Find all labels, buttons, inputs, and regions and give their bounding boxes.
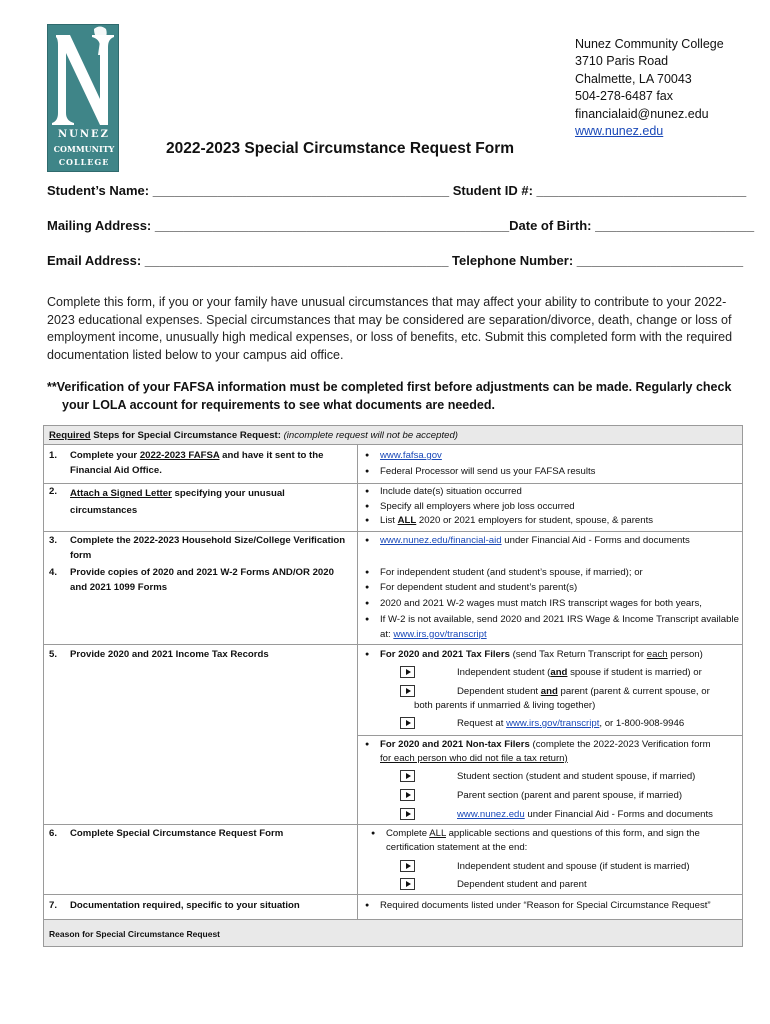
list-item: Dependent student and parent <box>457 879 587 890</box>
row-divider <box>44 824 742 825</box>
list-item: ● Complete ALL applicable sections and questions of this form, and sign the <box>374 827 746 842</box>
step-number: 4. <box>49 567 58 578</box>
form-title: 2022-2023 Special Circumstance Request Form <box>166 140 515 157</box>
verification-line1: **Verification of your FAFSA information must be completed first before adjustments can be made. Regularly check <box>47 380 732 394</box>
address-street: 3710 Paris Road <box>575 54 669 69</box>
intro-paragraph: Complete this form, if you or your family have unusual circumstances that may affect your ability to contribute to your 2022-2023 educational expenses. Special circumstances that may be considered are separation/divorce, death, change or loss of employment income, unusually high medical expenses, or loss of benefits, etc. Submit this completed form with the required documentation listed below to your campus aid office. <box>47 295 733 362</box>
step-2-text: Attach a Signed Letter specifying your unusual circumstances <box>70 488 285 516</box>
step-number: 1. <box>49 450 58 461</box>
address-name: Nunez Community College <box>575 37 724 51</box>
row-divider <box>44 644 742 645</box>
verification-notice <box>47 379 747 414</box>
n-letter-icon <box>48 25 120 135</box>
list-item-continued: certification statement at the end: <box>386 842 528 853</box>
list-item: ● Federal Processor will send us your FAFSA results <box>368 465 740 480</box>
column-divider <box>357 445 358 939</box>
list-item: ● For 2020 and 2021 Non-tax Filers (complete the 2022-2023 Verification form <box>368 738 740 753</box>
step-number: 3. <box>49 535 58 546</box>
steps-table <box>43 425 743 947</box>
website-link[interactable]: www.nunez.edu <box>575 124 664 139</box>
step-6-text: Complete Special Circumstance Request Form <box>70 828 284 839</box>
reason-section-header: Reason for Special Circumstance Request <box>44 919 742 946</box>
list-item: ● For 2020 and 2021 Tax Filers (send Tax Return Transcript for each person) <box>368 648 740 663</box>
irs-transcript-link[interactable]: www.irs.gov/transcript <box>393 628 487 640</box>
row-divider <box>44 483 742 484</box>
list-item: ● Required documents listed under “Reason for Special Circumstance Request” <box>368 899 740 914</box>
step-4-text: Provide copies of 2020 and 2021 W-2 Forms AND/OR 2020 and 2021 1099 Forms <box>70 567 334 593</box>
student-name-id-field[interactable]: Student’s Name: _________________________________________ Student ID #: _____________________________ <box>47 183 747 198</box>
arrow-right-icon <box>400 666 415 678</box>
required-label: Required <box>49 430 91 441</box>
fafsa-link[interactable]: ● www.fafsa.gov <box>380 450 442 461</box>
arrow-right-icon <box>400 717 415 729</box>
step-number: 7. <box>49 900 58 911</box>
step-number: 2. <box>49 486 58 497</box>
list-item: ● www.nunez.edu/financial-aid under Financial Aid - Forms and documents <box>368 534 740 549</box>
row-divider <box>44 531 742 532</box>
list-item: Parent section (parent and parent spouse, if married) <box>457 790 683 801</box>
nunez-website-link[interactable]: www.nunez.edu <box>457 809 525 820</box>
step-5-text: Provide 2020 and 2021 Income Tax Records <box>70 649 269 660</box>
fafsa-label: 2022-2023 FAFSA <box>139 450 220 461</box>
row-divider <box>358 735 742 736</box>
step-1-text: Complete your 2022-2023 FAFSA and have it sent to the Financial Aid Office. <box>70 450 324 476</box>
list-item: Dependent student and parent (parent & current spouse, or <box>457 686 710 697</box>
address-email: financialaid@nunez.edu <box>575 106 709 121</box>
arrow-right-icon <box>400 685 415 697</box>
list-item: ● Include date(s) situation occurred <box>368 485 740 500</box>
list-item: ● For independent student (and student’s spouse, if married); or <box>368 566 740 581</box>
arrow-right-icon <box>400 770 415 782</box>
list-item: ● If W-2 is not available, send 2020 and 2021 IRS Wage & Income Transcript available at: www.irs.gov/transcript <box>368 613 740 642</box>
steps-header-note: (incomplete request will not be accepted) <box>283 430 458 441</box>
address-fax: 504-278-6487 fax <box>575 89 673 104</box>
college-address <box>575 36 724 140</box>
list-item: www.nunez.edu under Financial Aid - Forms and documents <box>457 809 713 820</box>
list-item: ● For dependent student and student’s parent(s) <box>368 581 740 596</box>
list-item: ● Specify all employers where job loss occurred <box>368 500 740 515</box>
step-number: 6. <box>49 828 58 839</box>
arrow-right-icon <box>400 789 415 801</box>
college-logo <box>47 24 119 172</box>
logo-line1: NUNEZ <box>58 129 110 140</box>
arrow-right-icon <box>400 878 415 890</box>
steps-header <box>44 426 742 445</box>
list-item: Independent student (and spouse if student is married) or <box>457 667 702 678</box>
list-item: Independent student and spouse (if student is married) <box>457 861 690 872</box>
mailing-address-dob-field[interactable]: Mailing Address: _________________________________________________Date of Birth: ______________________ <box>47 218 755 233</box>
verification-line2: your LOLA account for requirements to see what documents are needed. <box>62 397 495 412</box>
step-7-text: Documentation required, specific to your situation <box>70 900 300 911</box>
irs-transcript-link-2[interactable]: www.irs.gov/transcript <box>506 718 600 729</box>
arrow-right-icon <box>400 808 415 820</box>
step-3-text: Complete the 2022-2023 Household Size/College Verification form <box>70 535 346 561</box>
list-item-continued: for each person who did not file a tax return) <box>380 753 568 764</box>
list-item: Student section (student and student spouse, if married) <box>457 771 696 782</box>
row-divider <box>44 894 742 895</box>
logo-line3: COLLEGE <box>58 157 110 167</box>
list-item: ● 2020 and 2021 W-2 wages must match IRS transcript wages for both years, <box>368 597 740 612</box>
email-telephone-field[interactable]: Email Address: __________________________________________ Telephone Number: _______________________ <box>47 253 744 268</box>
logo-line2: COMMUNITY <box>53 144 115 154</box>
list-item: ● List ALL 2020 or 2021 employers for student, spouse, & parents <box>368 514 740 529</box>
step-number: 5. <box>49 649 58 660</box>
arrow-right-icon <box>400 860 415 872</box>
list-item: Request at www.irs.gov/transcript, or 1-800-908-9946 <box>457 718 685 729</box>
list-item-continued: both parents if unmarried & living together) <box>414 700 596 711</box>
list-item[interactable] <box>368 449 740 464</box>
steps-header-text: Steps for Special Circumstance Request: <box>90 430 284 441</box>
address-city: Chalmette, LA 70043 <box>575 71 692 86</box>
nunez-financial-aid-link[interactable]: www.nunez.edu/financial-aid <box>380 535 502 546</box>
